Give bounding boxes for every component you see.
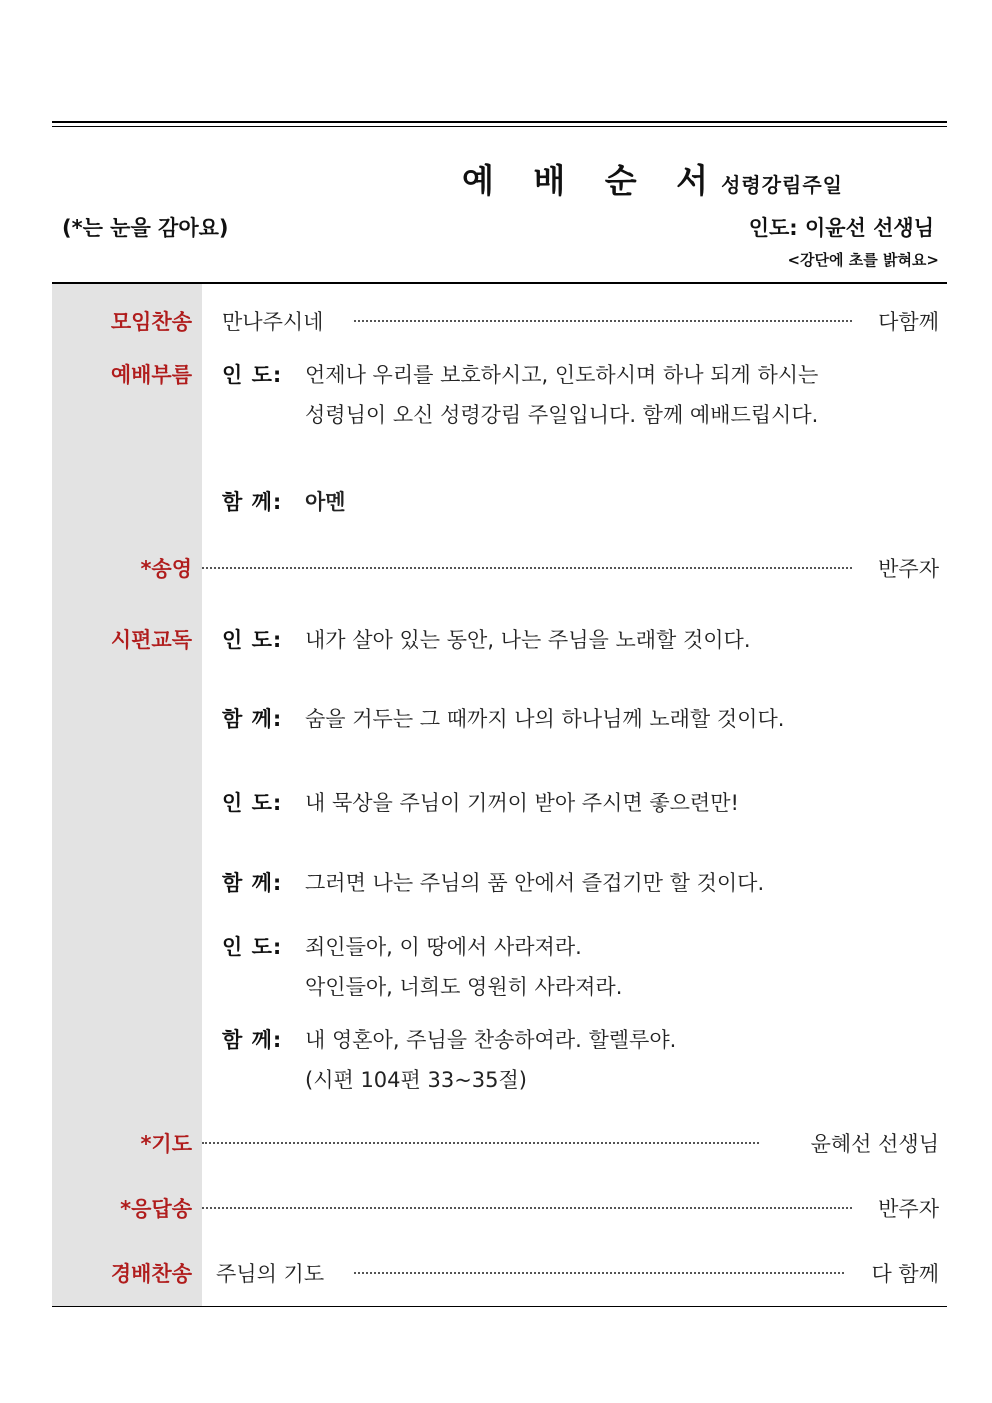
leader-dots bbox=[202, 1142, 759, 1144]
label-prayer: *기도 bbox=[140, 1132, 192, 1156]
label-response-song: *응답송 bbox=[120, 1197, 192, 1221]
psalm-line: 내 영혼아, 주님을 찬송하여라. 할렐루야. bbox=[305, 1028, 677, 1052]
psalm-speaker: 함 께: bbox=[222, 1028, 283, 1052]
worship-hymn-title: 주님의 기도 bbox=[216, 1262, 325, 1286]
leader-dots bbox=[354, 1272, 844, 1274]
label-gathering-hymn: 모임찬송 bbox=[110, 310, 192, 334]
call-response: 아멘 bbox=[305, 490, 346, 514]
leader-name: 인도: 이윤선 선생님 bbox=[748, 216, 934, 240]
call-line-1: 언제나 우리를 보호하시고, 인도하시며 하나 되게 하시는 bbox=[305, 363, 819, 387]
leader-dots bbox=[354, 320, 852, 322]
psalm-line-cont: 악인들아, 너희도 영원히 사라져라. bbox=[305, 975, 623, 999]
worship-hymn-by: 다 함께 bbox=[871, 1262, 939, 1286]
top-double-rule bbox=[52, 121, 947, 127]
psalm-speaker: 인 도: bbox=[222, 935, 283, 959]
doxology-by: 반주자 bbox=[878, 557, 939, 581]
response-by: 반주자 bbox=[878, 1197, 939, 1221]
title-main: 예 배 순 서 bbox=[462, 161, 722, 200]
label-worship-hymn: 경배찬송 bbox=[110, 1262, 192, 1286]
candle-note: <강단에 초를 밝혀요> bbox=[787, 251, 939, 269]
gathering-hymn-by: 다함께 bbox=[878, 310, 939, 334]
leader-dots bbox=[202, 567, 852, 569]
label-call-to-worship: 예배부름 bbox=[110, 363, 192, 387]
title-subtitle: 성령강림주일 bbox=[721, 173, 843, 197]
psalm-speaker: 함 께: bbox=[222, 707, 283, 731]
psalm-speaker: 인 도: bbox=[222, 628, 283, 652]
eyes-closed-note: (*는 눈을 감아요) bbox=[62, 216, 229, 240]
page-title bbox=[462, 155, 843, 202]
psalm-line: 죄인들아, 이 땅에서 사라져라. bbox=[305, 935, 582, 959]
psalm-citation: (시편 104편 33~35절) bbox=[305, 1068, 528, 1092]
psalm-speaker: 인 도: bbox=[222, 791, 283, 815]
speaker-leader: 인 도: bbox=[222, 363, 283, 387]
label-psalm: 시편교독 bbox=[110, 628, 192, 652]
speaker-all: 함 께: bbox=[222, 490, 283, 514]
label-doxology: *송영 bbox=[140, 557, 192, 581]
gathering-hymn-title: 만나주시네 bbox=[222, 310, 324, 334]
psalm-line: 내 묵상을 주님이 기꺼이 받아 주시면 좋으련만! bbox=[305, 791, 739, 815]
psalm-line: 내가 살아 있는 동안, 나는 주님을 노래할 것이다. bbox=[305, 628, 751, 652]
prayer-by: 윤혜선 선생님 bbox=[810, 1132, 939, 1156]
call-line-2: 성령님이 오신 성령강림 주일입니다. 함께 예배드립시다. bbox=[305, 403, 819, 427]
psalm-speaker: 함 께: bbox=[222, 871, 283, 895]
psalm-line: 숨을 거두는 그 때까지 나의 하나님께 노래할 것이다. bbox=[305, 707, 785, 731]
order-of-worship-table bbox=[52, 282, 947, 1307]
psalm-line: 그러면 나는 주님의 품 안에서 즐겁기만 할 것이다. bbox=[305, 871, 765, 895]
leader-dots bbox=[202, 1207, 852, 1209]
